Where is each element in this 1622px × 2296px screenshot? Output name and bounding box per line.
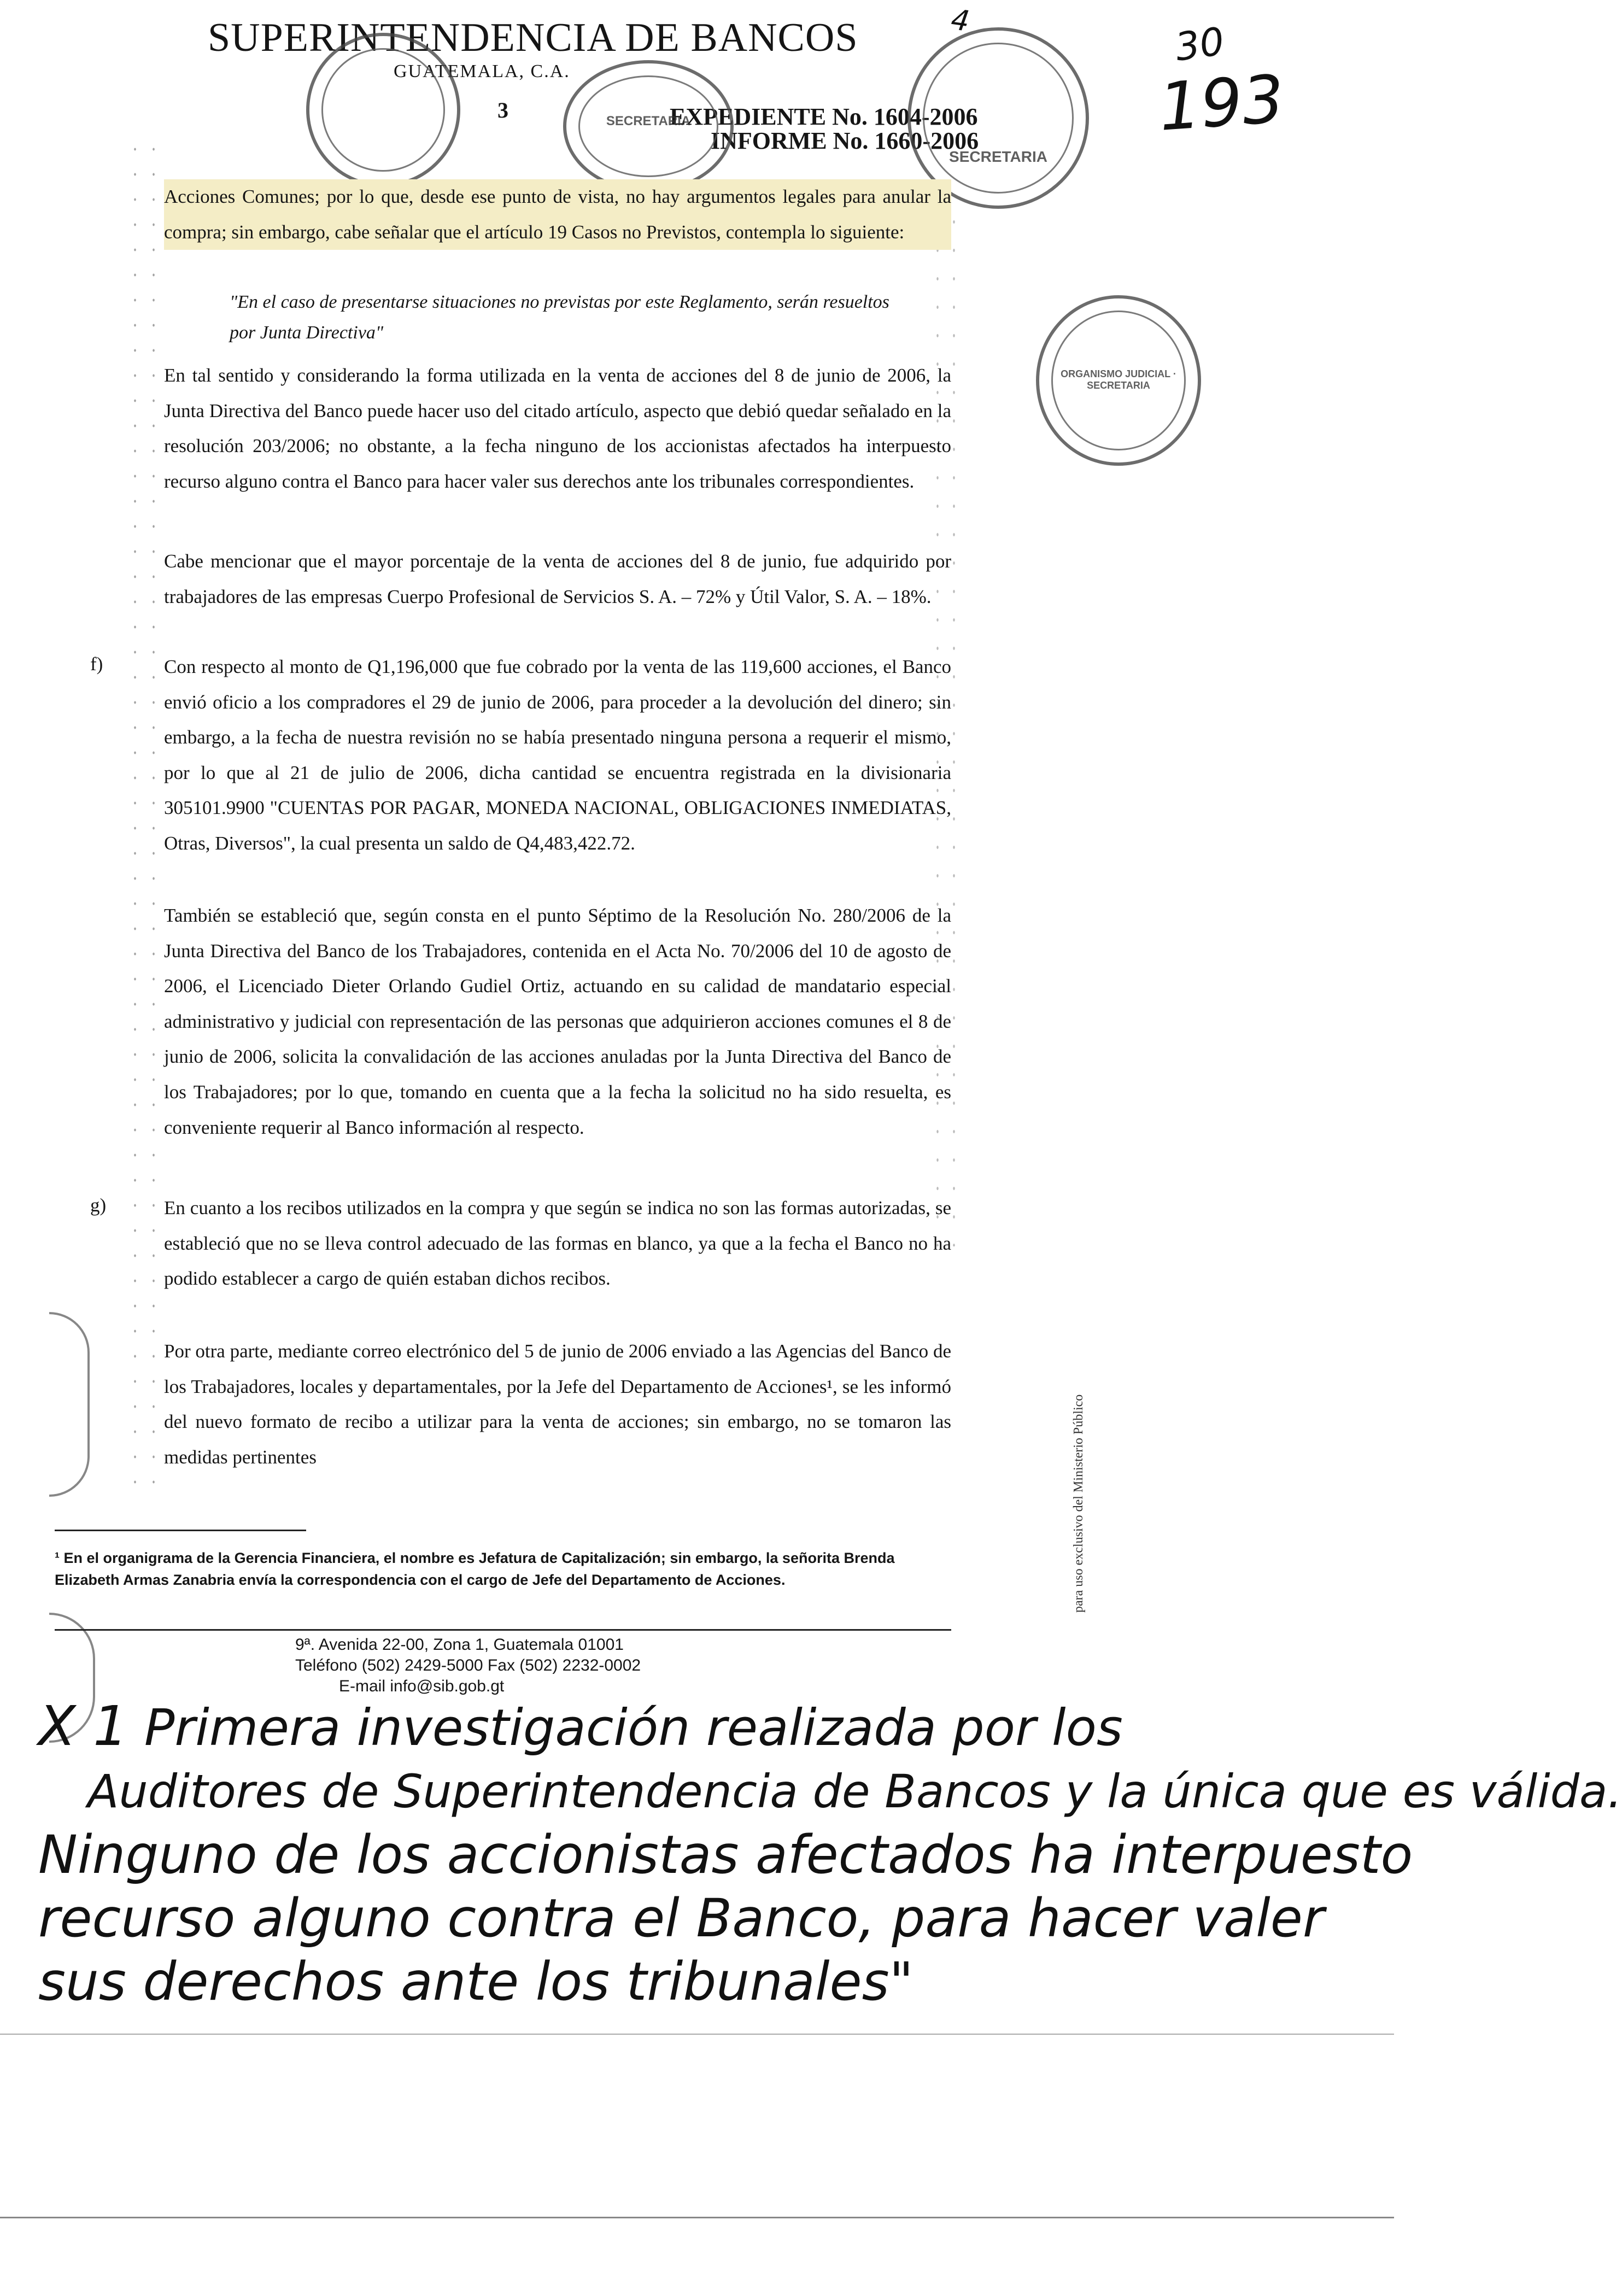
paragraph-1: Acciones Comunes; por lo que, desde ese punto de vista, no hay argumentos legales para anular la compra; sin embargo, cabe señalar que el artículo 19 Casos no Previstos, contempla lo siguiente: <box>164 179 951 250</box>
footnote: ¹ En el organigrama de la Gerencia Financiera, el nombre es Jefatura de Capitalización; sin embargo, la señorita Brenda Elizabeth Armas Zanabria envía la correspondencia con el cargo de Jefe del Departamento de Acciones. <box>55 1550 895 1588</box>
paragraph-2: En tal sentido y considerando la forma utilizada en la venta de acciones del 8 de junio de 2006, la Junta Directiva del Banco puede hacer uso del citado artículo, aspecto que debió quedar señalado en la resolución 203/2006; no obstante, a la fecha ninguno de los accionistas afectados ha interpuesto recurso alguno contra el Banco para hacer valer sus derechos ante los tribunales correspondientes. <box>164 365 951 492</box>
paragraph-block-2 <box>164 358 951 499</box>
handwritten-line-1: Primera investigación realizada por los <box>144 1698 1123 1757</box>
letterhead-city: GUATEMALA, C.A. <box>394 61 570 81</box>
scan-edge-line-b <box>0 2217 1394 2218</box>
handwritten-reference-mark: X 1 <box>38 1694 128 1758</box>
paragraph-4: Con respecto al monto de Q1,196,000 que fue cobrado por la venta de las 119,600 acciones, el Banco envió oficio a los compradores el 29 de junio de 2006, para proceder a la devolución del dinero; sin embargo, a la fecha de nuestra revisión no se había presentado ninguna persona a requerir el mismo, por lo que al 21 de julio de 2006, dicha cantidad se encuentra registrada en la divisionaria 305101.9900 "CUENTAS POR PAGAR, MONEDA NACIONAL, OBLIGACIONES INMEDIATAS, Otras, Diversos", la cual presenta un saldo de Q4,483,422.72. <box>164 656 951 854</box>
seal-stamp-edge-left-a <box>49 1312 90 1497</box>
paragraph-intro <box>164 179 951 250</box>
seal-stamp-center <box>563 60 734 192</box>
footnote-separator <box>55 1530 306 1531</box>
stamp-top-right-label: SECRETARIA <box>949 148 1047 165</box>
footer-address: 9ª. Avenida 22-00, Zona 1, Guatemala 01001 <box>295 1636 624 1654</box>
paragraph-block-3 <box>164 544 951 614</box>
footer-rule <box>55 1629 951 1631</box>
handwritten-line-2: Auditores de Superintendencia de Bancos y la única que es válida. <box>87 1765 1622 1818</box>
paragraph-6: En cuanto a los recibos utilizados en la compra y que según se indica no son las formas autorizadas, se estableció que no se lleva control adecuado de las formas en blanco, ya que a la fecha el Banco no ha podido establecer a cargo de quién estaban dichos recibos. <box>164 1197 951 1290</box>
stamp-right-label: ORGANISMO JUDICIAL · SECRETARIA <box>1061 368 1176 391</box>
regulation-quote: "En el caso de presentarse situaciones no previstas por este Reglamento, serán resueltos por Junta Directiva" <box>230 292 889 343</box>
paragraph-7: Por otra parte, mediante correo electrónico del 5 de junio de 2006 enviado a las Agencias del Banco de los Trabajadores, locales y departamentales, por la Jefe del Departamento de Acciones¹, se les informó del nuevo formato de recibo a utilizar para la venta de acciones; sin embargo, no se tomaron las medidas pertinentes <box>164 1340 951 1468</box>
paragraph-block-4 <box>164 649 951 862</box>
handwritten-folio-a: 30 <box>1172 19 1227 70</box>
page-number: 3 <box>497 98 508 122</box>
handwritten-initials: 4 <box>948 3 972 39</box>
handwritten-line-3: Ninguno de los accionistas afectados ha interpuesto <box>38 1824 1413 1885</box>
seal-stamp-left <box>306 33 460 187</box>
footer-email: E-mail info@sib.gob.gt <box>339 1677 505 1695</box>
paragraph-block-7 <box>164 1334 951 1475</box>
paragraph-block-5 <box>164 898 951 1145</box>
footer-contact <box>295 1635 711 1697</box>
scan-speckle-left <box>126 137 164 1503</box>
letterhead-title: SUPERINTENDENCIA DE BANCOS <box>208 15 858 60</box>
handwritten-line-5: sus derechos ante los tribunales" <box>38 1951 914 2012</box>
side-vertical-note: para uso exclusivo del Ministerio Público <box>1071 1394 1086 1613</box>
stamp-center-label: SECRETARIA <box>606 114 691 128</box>
handwritten-annotation <box>38 1694 1622 2013</box>
paragraph-block-6 <box>164 1191 951 1297</box>
item-label-f: f) <box>90 653 103 675</box>
expediente-number: EXPEDIENTE No. 1604-2006 <box>670 103 978 130</box>
footer-phone: Teléfono (502) 2429-5000 Fax (502) 2232-0002 <box>295 1656 641 1674</box>
paragraph-5: También se estableció que, según consta en el punto Séptimo de la Resolución No. 280/2006 de la Junta Directiva del Banco de los Trabajadores, contenida en el Acta No. 70/2006 del 10 de agosto de 2006, el Licenciado Dieter Orlando Gudiel Ortiz, actuando en su calidad de mandatario especial administrativo y judicial con representación de las personas que adquirieron acciones comunes el 8 de junio de 2006, solicita la convalidación de las acciones anuladas por la Junta Directiva del Banco de los Trabajadores; por lo que, tomando en cuenta que a la fecha la solicitud no ha sido resuelta, es conveniente requerir al Banco información al respecto. <box>164 905 951 1138</box>
item-label-g: g) <box>90 1194 107 1216</box>
informe-number: INFORME No. 1660-2006 <box>711 127 979 154</box>
paragraph-3: Cabe mencionar que el mayor porcentaje de la venta de acciones del 8 de junio, fue adquirido por trabajadores de las empresas Cuerpo Profesional de Servicios S. A. – 72% y Útil Valor, S. A. – 18%. <box>164 550 951 607</box>
handwritten-line-4: recurso alguno contra el Banco, para hacer valer <box>38 1888 1325 1949</box>
handwritten-folio-b: 193 <box>1156 61 1287 146</box>
seal-stamp-right <box>1036 295 1201 466</box>
scan-edge-line-a <box>0 2034 1394 2035</box>
